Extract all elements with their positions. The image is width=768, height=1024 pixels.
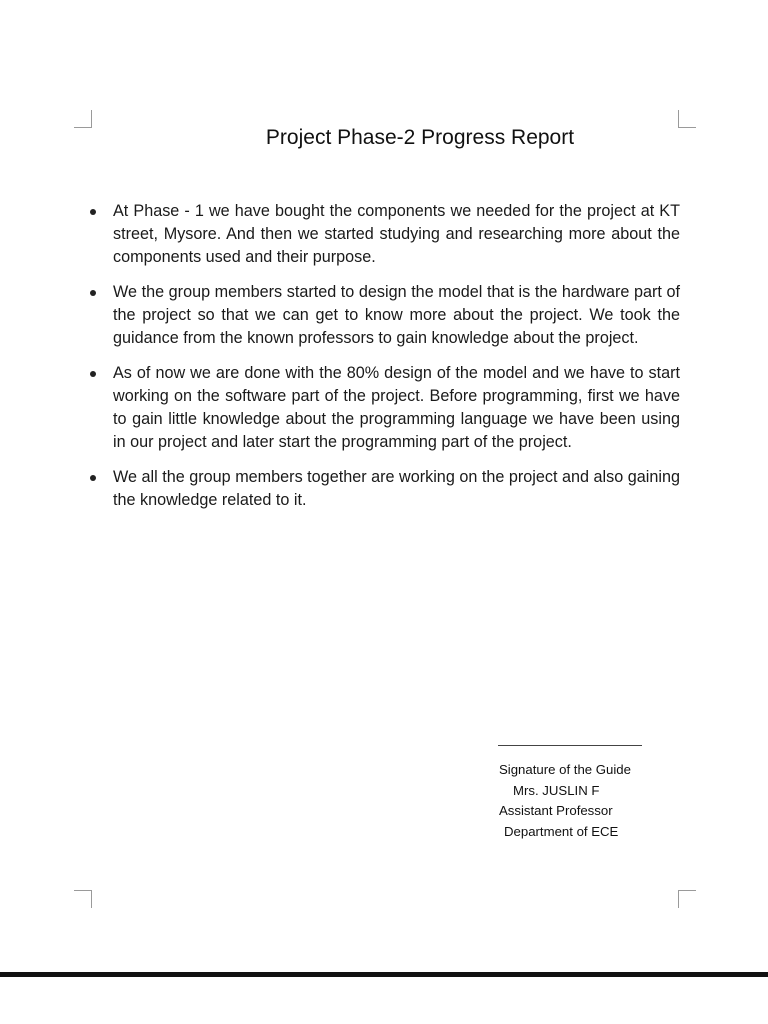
- bullet-icon: [90, 475, 96, 481]
- bullet-item: [88, 281, 680, 350]
- bullet-text: We the group members started to design the model that is the hardware part of the project so that we can get to know more about the project. We took the guidance from the known professors to gain knowledge about the project.: [113, 283, 680, 347]
- guide-department: Department of ECE: [504, 823, 619, 839]
- bullet-icon: [90, 371, 96, 377]
- signature-block: [499, 760, 699, 842]
- bullet-text: At Phase - 1 we have bought the components we needed for the project at KT street, Mysore. And then we started studying and researching more about the components used and their purpose.: [113, 202, 680, 266]
- bullet-icon: [90, 290, 96, 296]
- bullet-text: As of now we are done with the 80% design of the model and we have to start working on the software part of the project. Before programming, first we have to gain little knowledge about the programming language we have been using in our project and later start the programming part of the project.: [113, 364, 680, 451]
- crop-mark-bottom-right: [678, 890, 696, 908]
- bullet-item: [88, 362, 680, 454]
- bullet-list: [88, 200, 680, 524]
- bullet-item: [88, 466, 680, 512]
- signature-caption: Signature of the Guide: [499, 762, 631, 777]
- guide-name: Mrs. JUSLIN F: [513, 782, 600, 798]
- signature-line: [498, 745, 642, 746]
- bullet-item: [88, 200, 680, 269]
- bullet-icon: [90, 209, 96, 215]
- document-title: Project Phase-2 Progress Report: [265, 126, 575, 149]
- guide-designation: Assistant Professor: [499, 803, 613, 818]
- crop-mark-bottom-left: [74, 890, 92, 908]
- bullet-text: We all the group members together are working on the project and also gaining the knowledge related to it.: [113, 468, 680, 509]
- bottom-border-bar: [0, 972, 768, 977]
